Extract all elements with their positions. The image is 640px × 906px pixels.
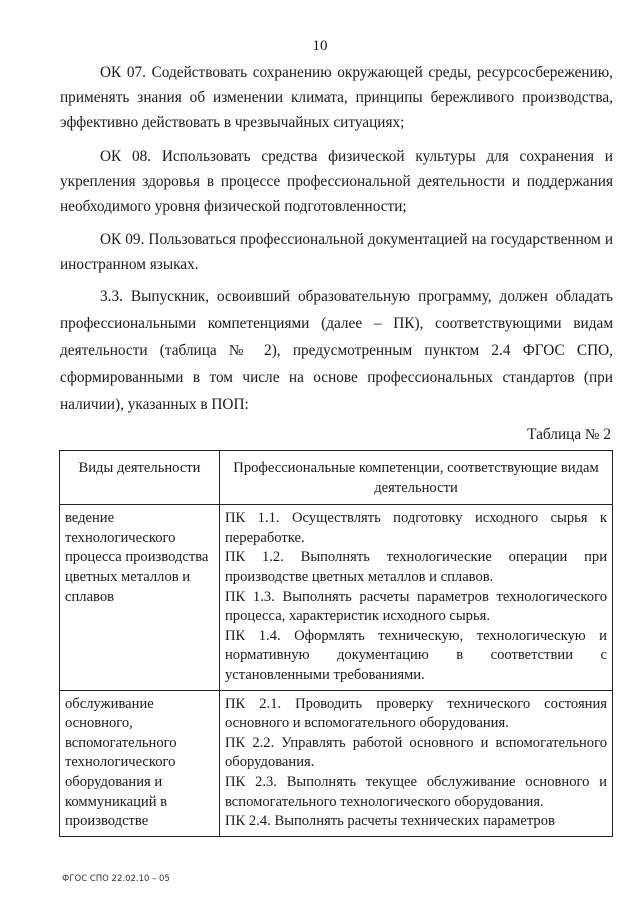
paragraph-3-3: 3.3. Выпускник, освоивший образовательную программу, должен обладать профессиональными компетенциями (далее – ПК), соответствующими видам деятельности (таблица № 2), предусмотренным пунктом 2.4 ФГОС СПО, сформированными в том числе на основе профессиональных стандартов (при наличии), указанных в ПОП: [60, 288, 613, 413]
competency-item: ПК 2.3. Выполнять текущее обслуживание основного и вспомогательного технологического оборудования. [225, 773, 607, 810]
competency-item: ПК 2.1. Проводить проверку технического состояния основного и вспомогательного оборудования. [225, 695, 607, 732]
competencies-cell [220, 505, 613, 690]
body-text [60, 60, 613, 418]
competencies-cell [220, 690, 613, 836]
table-row [60, 690, 613, 836]
competency-item: ПК 1.1. Осуществлять подготовку исходного сырья к переработке. [225, 510, 607, 546]
competency-item: ПК 1.2. Выполнять технологические операции при производстве цветных металлов и сплавов. [225, 549, 607, 585]
header-competencies: Профессиональные компетенции, соответствующие видам деятельности [220, 451, 613, 505]
activity-cell: обслуживание основного, вспомогательного технологического оборудования и коммуникаций в производстве [60, 690, 220, 836]
competency-item: ПК 2.2. Управлять работой основного и вспомогательного оборудования. [225, 734, 607, 771]
competencies-table [59, 450, 613, 837]
table-row [60, 505, 613, 690]
paragraph-ok07: ОК 07. Содействовать сохранению окружающей среды, ресурсосбережению, применять знания об изменении климата, принципы бережливого производства, эффективно действовать в чрезвычайных ситуациях; [60, 64, 613, 131]
competency-item: ПК 1.3. Выполнять расчеты параметров технологического процесса, характеристик исходного сырья. [225, 588, 607, 625]
paragraph-ok08: ОК 08. Использовать средства физической культуры для сохранения и укрепления здоровья в процессе профессиональной деятельности и поддержания необходимого уровня физической подготовленности; [60, 148, 613, 215]
table-caption: Таблица № 2 [527, 426, 611, 443]
paragraph-ok09: ОК 09. Пользоваться профессиональной документацией на государственном и иностранном языках. [60, 231, 613, 273]
table-header-row [60, 451, 613, 505]
page-number: 10 [312, 38, 328, 54]
competency-item: ПК 2.4. Выполнять расчеты технических параметров [225, 813, 555, 830]
header-activities: Виды деятельности [60, 451, 220, 505]
activity-cell: ведение технологического процесса производства цветных металлов и сплавов [60, 505, 220, 690]
competency-item: ПК 1.4. Оформлять техническую, технологическую и нормативную документацию в соответствии с установленными требованиями. [225, 627, 607, 683]
footer-doc-code: ФГОС СПО 22.02.10 – 05 [62, 874, 170, 884]
